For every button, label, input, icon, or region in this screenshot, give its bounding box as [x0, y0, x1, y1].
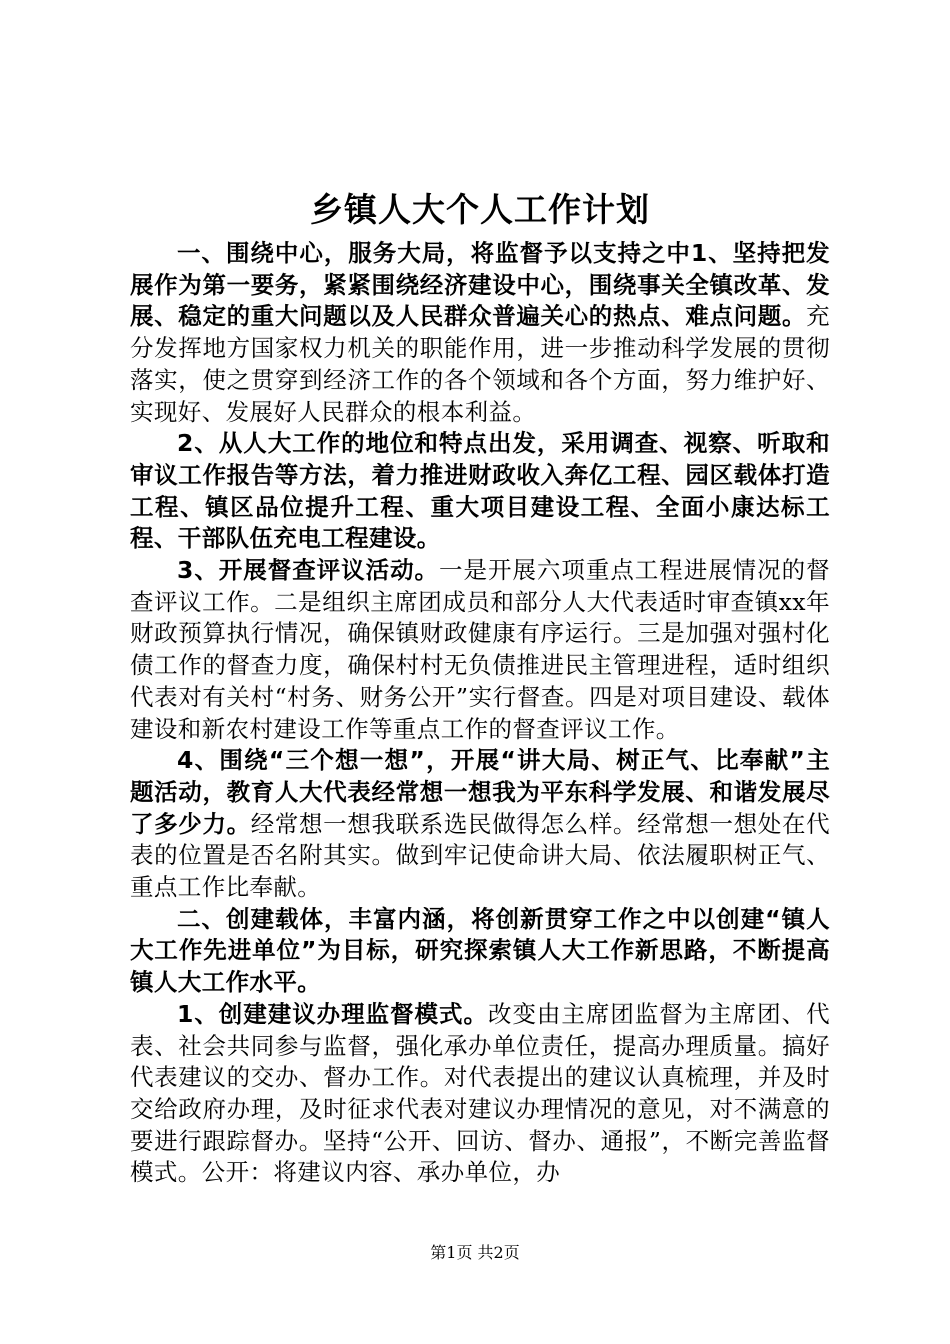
paragraph-6: [130, 999, 830, 1189]
paragraph-1-lead: 一、围绕中心，服务大局，将监督予以支持之中1、坚持把发展作为第一要务，紧紧围绕经济建设中心，围绕事关全镇改革、发展、稳定的重大问题以及人民群众普遍关心的热点、难点问题。: [130, 239, 830, 331]
paragraph-2-lead: 2、从人大工作的地位和特点出发，采用调查、视察、听取和审议工作报告等方法，着力推进财政收入奔亿工程、园区载体打造工程、镇区品位提升工程、重大项目建设工程、全面小康达标工程、干部队伍充电工程建设。: [130, 429, 830, 553]
paragraph-4: [130, 745, 830, 904]
document-title: 乡镇人大个人工作计划: [310, 190, 650, 229]
paragraph-4-body: 经常想一想我联系选民做得怎么样。经常想一想处在代表的位置是否名附其实。做到牢记使命讲大局、依法履职树正气、重点工作比奉献。: [130, 809, 830, 902]
paragraph-2: [130, 428, 830, 555]
paragraph-6-lead: 1、创建建议办理监督模式。: [177, 999, 488, 1028]
paragraph-6-body: 改变由主席团监督为主席团、代表、社会共同参与监督，强化承办单位责任，提高办理质量。搞好代表建议的交办、督办工作。对代表提出的建议认真梳理，并及时交给政府办理，及时征求代表对建议办理情况的意见，对不满意的要进行跟踪督办。坚持“公开、回访、督办、通报”，不断完善监督模式。公开：将建议内容、承办单位，办: [130, 999, 830, 1187]
paragraph-3-body: 一是开展六项重点工程进展情况的督查评议工作。二是组织主席团成员和部分人大代表适时审查镇xx年财政预算执行情况，确保镇财政健康有序运行。三是加强对强村化债工作的督查力度，确保村村无负债推进民主管理进程，适时组织代表对有关村“村务、财务公开”实行督查。四是对项目建设、载体建设和新农村建设工作等重点工作的督查评议工作。: [130, 556, 830, 743]
page-footer: 第1页 共2页: [430, 1243, 520, 1262]
paragraph-1: [130, 238, 830, 428]
paragraph-5: [130, 904, 830, 999]
paragraph-3: [130, 555, 830, 745]
paragraph-5-lead: 二、创建载体，丰富内涵，将创新贯穿工作之中以创建“镇人大工作先进单位”为目标，研究探索镇人大工作新思路，不断提高镇人大工作水平。: [130, 904, 830, 997]
paragraph-4-lead: 4、围绕“三个想一想”，开展“讲大局、树正气、比奉献”主题活动，教育人大代表经常想一想我为平东科学发展、和谐发展尽了多少力。: [130, 746, 830, 838]
paragraph-3-lead: 3、开展督查评议活动。: [177, 556, 440, 585]
paragraph-1-body: 充分发挥地方国家权力机关的职能作用，进一步推动科学发展的贯彻落实，使之贯穿到经济工作的各个领域和各个方面，努力维护好、实现好、发展好人民群众的根本利益。: [130, 302, 830, 426]
document-page: [130, 182, 830, 1189]
